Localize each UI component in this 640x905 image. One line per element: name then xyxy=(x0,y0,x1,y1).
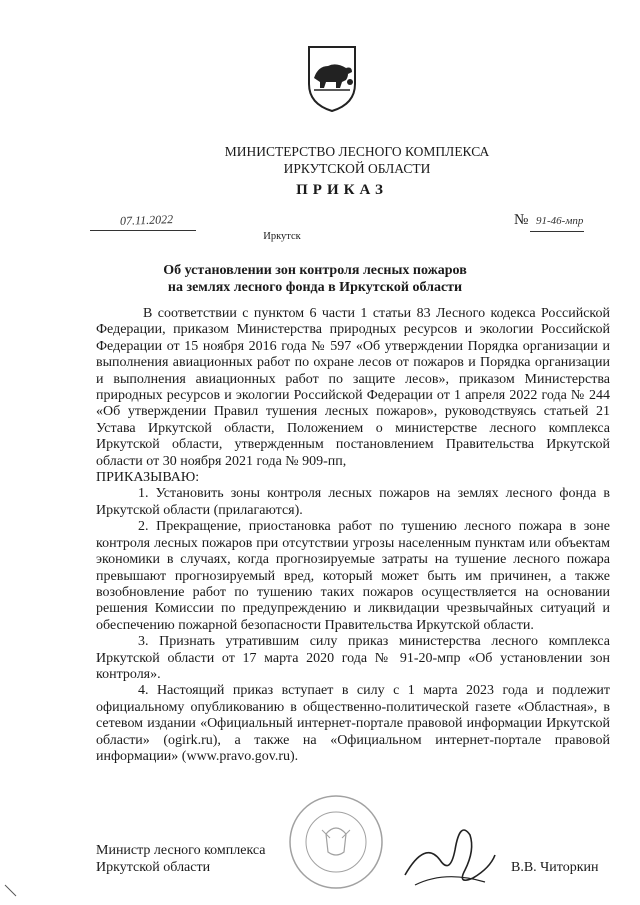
order-word: ПРИКАЗЫВАЮ: xyxy=(96,470,200,486)
item-4: 4. Настоящий приказ вступает в силу с 1 марта 2023 года и подлежит официальному опубликованию в общественно-политической газете «Областная», в сетевом издании «Официальный интернет-портале правовой информации Иркутской области» (ogirk.ru), а также на «Официальном интернет-портале правовой информации» (www.pravo.gov.ru). xyxy=(96,683,610,764)
number-label: № xyxy=(514,212,529,228)
handwritten-date: 07.11.2022 xyxy=(119,212,174,228)
ministry-name xyxy=(37,143,640,177)
document-title xyxy=(0,262,635,296)
handwritten-signature xyxy=(395,800,505,895)
corner-mark-icon xyxy=(4,884,18,898)
number-underline xyxy=(530,231,584,232)
signatory-name: В.В. Читоркин xyxy=(511,860,599,875)
position-line2: Иркутской области xyxy=(96,860,211,875)
handwritten-number: 91-46-мпр xyxy=(536,215,584,227)
item-2: 2. Прекращение, приостановка работ по тушению лесного пожара в зоне контроля лесных пожаров при отсутствии угрозы населенным пунктам или объектам экономики в случаях, когда прогнозируемые затраты на тушение лесного пожара превышают прогнозируемый вред, который может быть им причинен, а также возобновление работ по тушению таких пожаров осуществляется на основании решения Комиссии по предупреждению и ликвидации чрезвычайных ситуаций и обеспечению пожарной безопасности Правительства Иркутской области. xyxy=(96,519,610,633)
official-seal-stamp xyxy=(286,792,386,892)
document-body xyxy=(96,306,610,765)
ministry-line1: МИНИСТЕРСТВО ЛЕСНОГО КОМПЛЕКСА xyxy=(224,144,490,159)
title-line1: Об установлении зон контроля лесных пожаров xyxy=(163,263,467,278)
title-line2: на землях лесного фонда в Иркутской области xyxy=(167,280,463,295)
signatory-position xyxy=(96,842,266,876)
document-type-heading: ПРИКАЗ xyxy=(296,182,388,198)
preamble-paragraph: В соответствии с пунктом 6 части 1 статьи 83 Лесного кодекса Российской Федерации, приказом Министерства природных ресурсов и экологии Российской Федерации от 15 ноября 2016 года № 597 «Об утверждении Порядка организации и выполнения авиационных работ по охране лесов от пожаров и Порядка организации и выполнения авиационных работ по защите лесов», приказом Министерства природных ресурсов и экологии Российской Федерации от 1 апреля 2022 года № 244 «Об утверждении Правил тушения лесных пожаров», руководствуясь статьей 21 Устава Иркутской области, Положением о министерстве лесного комплекса Иркутской области, утвержденным постановлением Правительства Иркутской области от 30 ноября 2021 года № 909-пп, xyxy=(96,306,610,469)
ministry-line2: ИРКУТСКОЙ ОБЛАСТИ xyxy=(283,161,431,176)
city-label: Иркутск xyxy=(263,231,301,242)
item-3: 3. Признать утратившим силу приказ министерства лесного комплекса Иркутской области от 17 марта 2020 года № 91-20-мпр «Об установлении зон контроля». xyxy=(96,634,610,682)
item-1: 1. Установить зоны контроля лесных пожаров на землях лесного фонда в Иркутской области (прилагаются). xyxy=(96,486,610,518)
position-line1: Министр лесного комплекса xyxy=(96,843,266,858)
coat-of-arms-emblem xyxy=(306,44,358,114)
